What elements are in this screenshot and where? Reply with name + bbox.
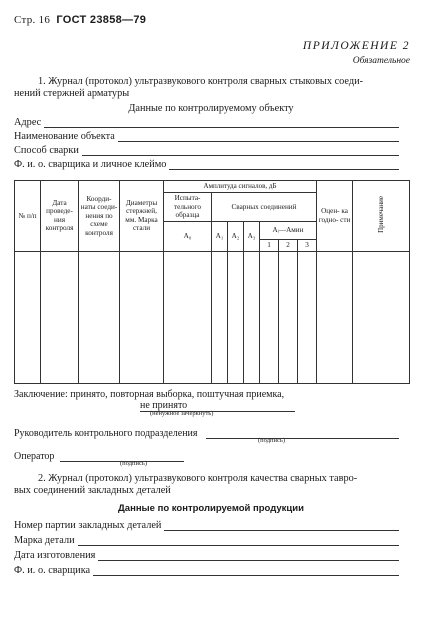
head-signature-hint: (подпись) xyxy=(258,437,285,444)
table-row xyxy=(15,251,410,384)
field-object-name-label: Наименование объекта xyxy=(14,131,115,142)
cell-a3[interactable] xyxy=(244,251,260,384)
section2-intro-line1: 2. Журнал (протокол) ультразвукового контроля качества сварных тавро- xyxy=(38,473,358,484)
operator-signature-hint: (подпись) xyxy=(120,460,147,467)
header-welded-joints: Сварных соединений xyxy=(212,193,317,222)
product-data-title: Данные по контролируемой продукции xyxy=(118,503,304,514)
field-part-grade-line[interactable] xyxy=(78,535,399,546)
field-operator-label: Оператор xyxy=(14,451,55,462)
cell-sub-2[interactable] xyxy=(279,251,298,384)
cell-rating[interactable] xyxy=(317,251,353,384)
field-batch xyxy=(14,520,399,531)
conclusion-text: Заключение: принято, повторная выборка, поштучная приемка, xyxy=(14,389,285,400)
header-a0: A₀ xyxy=(164,221,212,251)
field-part-grade-label: Марка детали xyxy=(14,535,75,546)
header-note-label: Примечание xyxy=(376,196,385,233)
appendix-subtitle: Обязательное xyxy=(352,56,410,66)
appendix-title: ПРИЛОЖЕНИЕ 2 xyxy=(302,40,410,52)
cell-sub-3[interactable] xyxy=(298,251,317,384)
field-weld-method xyxy=(14,145,399,156)
field-object-name-line[interactable] xyxy=(118,131,399,142)
conclusion-text2: не принято xyxy=(140,400,188,411)
header-diameter: Диаметры стержней, мм. Марка стали xyxy=(120,181,164,252)
field-manufacture-date-line[interactable] xyxy=(98,550,399,561)
cell-date[interactable] xyxy=(41,251,79,384)
field-manufacture-date-label: Дата изготовления xyxy=(14,550,96,561)
section1-intro-line1: 1. Журнал (протокол) ультразвукового контроля сварных стыковых соеди- xyxy=(38,76,364,87)
field-object-name xyxy=(14,131,399,142)
header-a1: A₁ xyxy=(212,221,228,251)
cell-diameter[interactable] xyxy=(120,251,164,384)
field-weld-method-line[interactable] xyxy=(82,145,399,156)
header-amplitude: Амплитуда сигналов, дБ xyxy=(164,181,317,193)
gost-number: ГОСТ 23858—79 xyxy=(56,14,147,26)
field-welder-2-label: Ф. и. о. сварщика xyxy=(14,565,91,576)
page-number: Стр. 16 xyxy=(14,14,51,26)
conclusion-hint: (ненужное зачеркнуть) xyxy=(150,410,214,417)
field-address-line[interactable] xyxy=(44,117,399,128)
field-welder-line[interactable] xyxy=(169,159,399,170)
header-a3: A₃ xyxy=(244,221,260,251)
header-row-number: № п/п xyxy=(15,181,41,252)
field-manufacture-date xyxy=(14,550,399,561)
field-part-grade xyxy=(14,535,399,546)
header-sub-2: 2 xyxy=(279,239,298,251)
field-batch-line[interactable] xyxy=(164,520,399,531)
cell-coordinates[interactable] xyxy=(79,251,120,384)
section2-intro-line2: вых соединений закладных деталей xyxy=(14,485,171,496)
header-ai-amin: Aᵢ—Aмин xyxy=(260,221,317,239)
field-head-line[interactable] xyxy=(206,428,399,439)
cell-sub-1[interactable] xyxy=(260,251,279,384)
header-rating: Оцен- ка годно- сти xyxy=(317,181,353,252)
section1-intro-line2: нений стержней арматуры xyxy=(14,88,130,99)
header-a2: A₂ xyxy=(228,221,244,251)
header-test-sample: Испыта- тельного образца xyxy=(164,193,212,222)
cell-note[interactable] xyxy=(353,251,410,384)
field-head xyxy=(14,428,399,439)
field-welder-label: Ф. и. о. сварщика и личное клеймо xyxy=(14,159,167,170)
inspection-log-table xyxy=(14,180,410,384)
field-weld-method-label: Способ сварки xyxy=(14,145,79,156)
field-address xyxy=(14,117,399,128)
cell-a1[interactable] xyxy=(212,251,228,384)
field-head-label: Руководитель контрольного подразделения xyxy=(14,428,198,439)
header-date: Дата проведе- ния контроля xyxy=(41,181,79,252)
field-welder-2 xyxy=(14,565,399,576)
object-data-title: Данные по контролируемому объекту xyxy=(128,103,294,114)
header-coordinates: Коорди- наты соеди- нения по схеме контроля xyxy=(79,181,120,252)
field-batch-label: Номер партии закладных деталей xyxy=(14,520,162,531)
page-header xyxy=(14,14,146,26)
field-welder-2-line[interactable] xyxy=(93,565,399,576)
cell-number[interactable] xyxy=(15,251,41,384)
header-sub-1: 1 xyxy=(260,239,279,251)
field-operator xyxy=(14,451,184,462)
field-welder xyxy=(14,159,399,170)
header-note xyxy=(353,181,410,252)
cell-a0[interactable] xyxy=(164,251,212,384)
cell-a2[interactable] xyxy=(228,251,244,384)
field-address-label: Адрес xyxy=(14,117,42,128)
header-sub-3: 3 xyxy=(298,239,317,251)
